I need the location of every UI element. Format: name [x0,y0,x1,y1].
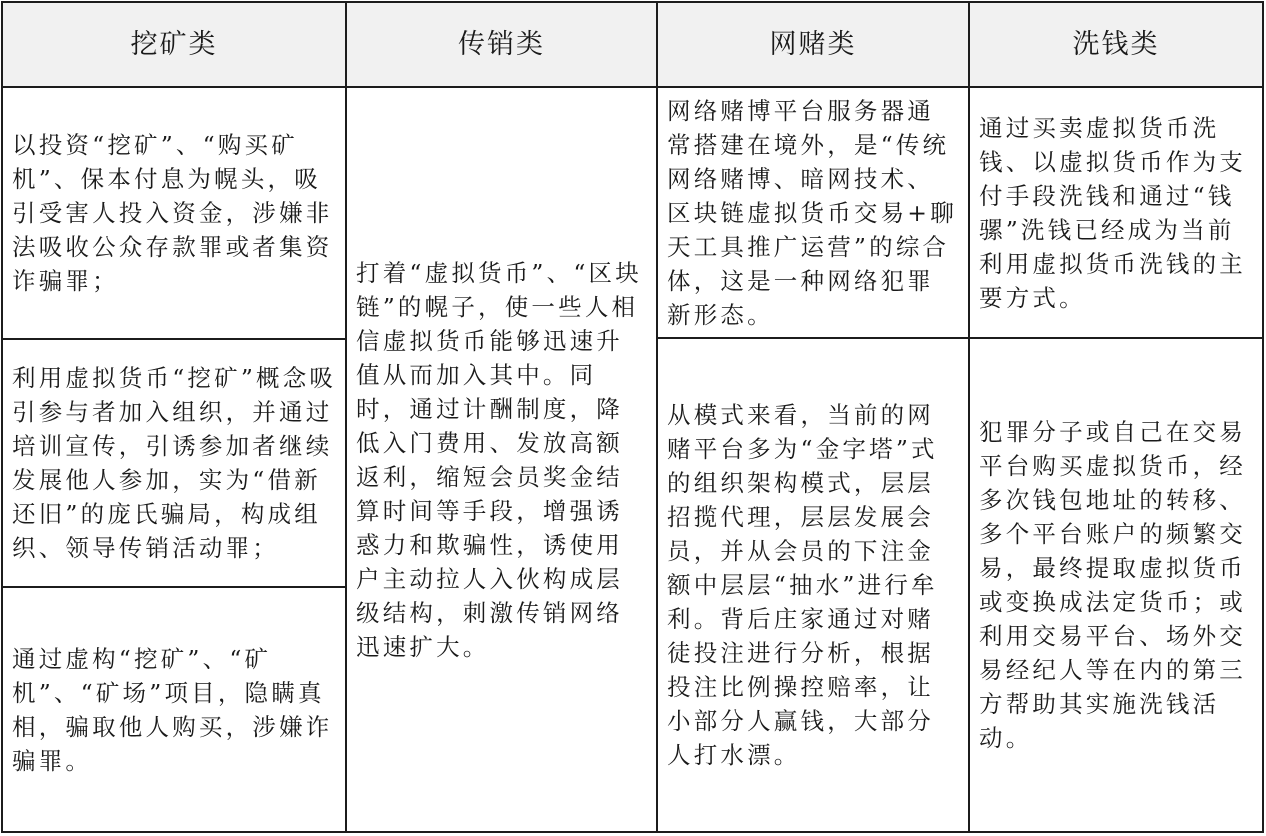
header-cell-laundering [970,3,1262,86]
laundering-cell-2 [970,339,1262,831]
laundering-text-1: 通过买卖虚拟货币洗钱、以虚拟货币作为支付手段洗钱和通过“钱骡”洗钱已经成为当前利用虚拟货币洗钱的主要方式。 [979,113,1246,312]
header-label-mining: 挖矿类 [130,28,218,60]
crime-types-table [1,1,1264,833]
gambling-text-1: 网络赌博平台服务器通常搭建在境外，是“传统网络赌博、暗网技术、区块链虚拟货币交易+聊天工具推广运营”的综合体，这是一种网络犯罪新形态。 [667,96,957,329]
header-cell-gambling [658,3,968,86]
gambling-cell-2 [658,339,968,831]
column-divider-1 [345,3,347,831]
mining-text-2: 利用虚拟货币“挖矿”概念吸引参与者加入组织，并通过培训宣传，引诱参加者继续发展他人参加，实为“借新还旧”的庞氏骗局，构成组织、领导传销活动罪； [12,364,337,562]
pyramid-cell-1 [347,88,656,831]
column-divider-3 [968,3,970,831]
mining-cell-1 [3,88,345,338]
header-divider [3,86,1262,88]
header-cell-mining [3,3,345,86]
header-label-pyramid: 传销类 [458,28,545,60]
laundering-cell-1 [970,88,1262,337]
gambling-laundering-row-divider [658,337,1262,339]
gambling-text-2: 从模式来看，当前的网赌平台多为“金字塔”式的组织架构模式，层层招揽代理，层层发展会员，并从会员的下注金额中层层“抽水”进行牟利。背后庄家通过对赌徒投注进行分析，根据投注比例操控赔率，让小部分人赢钱，大部分人打水漂。 [667,401,938,769]
mining-text-1: 以投资“挖矿”、“购买矿机”、保本付息为幌头，吸引受害人投入资金，涉嫌非法吸收公众存款罪或者集资诈骗罪； [12,131,333,295]
header-label-gambling: 网赌类 [769,28,857,60]
gambling-cell-1 [658,88,968,337]
mining-row-divider-2 [3,586,345,588]
mining-row-divider-1 [3,338,345,340]
mining-text-3: 通过虚构“挖矿”、“矿机”、“矿场”项目，隐瞒真相，骗取他人购买，涉嫌诈骗罪。 [12,644,333,775]
column-divider-2 [656,3,658,831]
laundering-text-2: 犯罪分子或自己在交易平台购买虚拟货币，经多次钱包地址的转移、多个平台账户的频繁交易，最终提取虚拟货币或变换成法定货币；或利用交易平台、场外交易经纪人等在内的第三方帮助其实施洗钱活动。 [979,418,1246,752]
mining-cell-2 [3,340,345,586]
header-cell-pyramid [347,3,656,86]
pyramid-text-1: 打着“虚拟货币”、“区块链”的幌子，使一些人相信虚拟货币能够迅速升值从而加入其中。同时，通过计酬制度，降低入门费用、发放高额返利，缩短会员奖金结算时间等手段，增强诱惑力和欺骗性，诱使用户主动拉人入伙构成层级结构，刺激传销网络迅速扩大。 [356,258,642,661]
mining-cell-3 [3,588,345,831]
header-label-laundering: 洗钱类 [1072,28,1160,60]
